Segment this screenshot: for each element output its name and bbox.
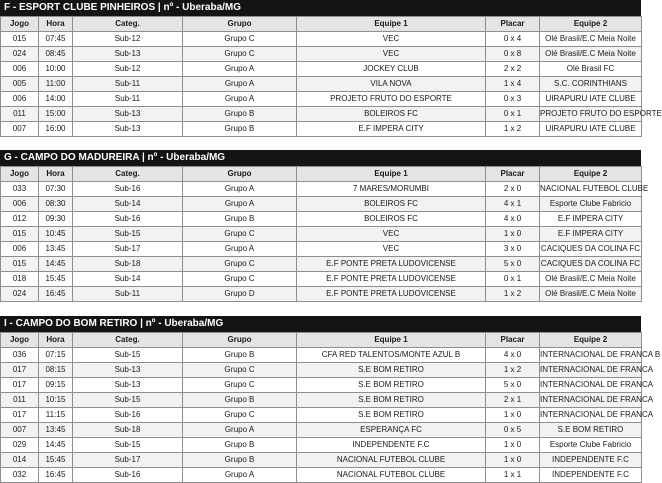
cell-equipe1: JOCKEY CLUB (297, 62, 486, 77)
col-header-jogo: Jogo (1, 333, 39, 348)
col-header-equipe2: Equipe 2 (540, 17, 642, 32)
table-row (1, 348, 642, 363)
cell-equipe1: BOLEIROS FC (297, 107, 486, 122)
cell-equipe1: VEC (297, 227, 486, 242)
cell-equipe1: 7 MARES/MORUMBI (297, 182, 486, 197)
cell-categ: Sub-15 (73, 438, 183, 453)
cell-equipe1: E.F PONTE PRETA LUDOVICENSE (297, 257, 486, 272)
cell-equipe2: Esporte Clube Fabricio (540, 438, 642, 453)
col-header-placar: Placar (486, 167, 540, 182)
cell-equipe1: S.E BOM RETIRO (297, 408, 486, 423)
cell-equipe2: NACIONAL FUTEBOL CLUBE (540, 182, 642, 197)
cell-equipe2: UIRAPURU IATE CLUBE (540, 122, 642, 137)
cell-categ: Sub-15 (73, 227, 183, 242)
table-row (1, 453, 642, 468)
cell-placar: 0 x 4 (486, 32, 540, 47)
cell-equipe2: E.F IMPERA CITY (540, 212, 642, 227)
cell-equipe2: INTERNACIONAL DE FRANCA (540, 393, 642, 408)
col-header-jogo: Jogo (1, 167, 39, 182)
section-title: G - CAMPO DO MADUREIRA | nº - Uberaba/MG (0, 150, 641, 166)
cell-hora: 07:30 (39, 182, 73, 197)
cell-grupo: Grupo C (183, 47, 297, 62)
cell-categ: Sub-11 (73, 287, 183, 302)
cell-equipe2: INTERNACIONAL DE FRANCA (540, 378, 642, 393)
col-header-placar: Placar (486, 333, 540, 348)
cell-hora: 11:00 (39, 77, 73, 92)
cell-jogo: 014 (1, 453, 39, 468)
cell-hora: 11:15 (39, 408, 73, 423)
cell-equipe1: S.E BOM RETIRO (297, 363, 486, 378)
cell-categ: Sub-17 (73, 453, 183, 468)
schedule-table (0, 166, 649, 302)
table-row (1, 408, 642, 423)
table-row (1, 122, 642, 137)
cell-categ: Sub-13 (73, 378, 183, 393)
cell-placar: 1 x 1 (486, 468, 540, 483)
cell-hora: 08:45 (39, 47, 73, 62)
cell-hora: 07:45 (39, 32, 73, 47)
cell-placar: 4 x 0 (486, 212, 540, 227)
section-g (0, 150, 649, 302)
cell-equipe2: INTERNACIONAL DE FRANCA (540, 408, 642, 423)
table-header-row (1, 333, 642, 348)
cell-categ: Sub-14 (73, 197, 183, 212)
cell-equipe2: Olé Brasil/E.C Meia Noite (540, 47, 642, 62)
table-row (1, 92, 642, 107)
cell-placar: 0 x 1 (486, 107, 540, 122)
cell-hora: 10:45 (39, 227, 73, 242)
cell-grupo: Grupo A (183, 182, 297, 197)
cell-equipe1: NACIONAL FUTEBOL CLUBE (297, 453, 486, 468)
col-header-equipe2: Equipe 2 (540, 333, 642, 348)
table-row (1, 257, 642, 272)
cell-placar: 1 x 2 (486, 122, 540, 137)
cell-placar: 0 x 3 (486, 92, 540, 107)
cell-grupo: Grupo A (183, 423, 297, 438)
col-header-grupo: Grupo (183, 333, 297, 348)
cell-equipe2: CACIQUES DA COLINA FC (540, 257, 642, 272)
cell-grupo: Grupo B (183, 393, 297, 408)
cell-grupo: Grupo C (183, 408, 297, 423)
cell-placar: 1 x 2 (486, 287, 540, 302)
cell-jogo: 017 (1, 378, 39, 393)
cell-grupo: Grupo C (183, 378, 297, 393)
cell-grupo: Grupo C (183, 257, 297, 272)
table-row (1, 62, 642, 77)
cell-grupo: Grupo A (183, 468, 297, 483)
cell-jogo: 007 (1, 423, 39, 438)
table-header-row (1, 17, 642, 32)
cell-equipe1: CFA RED TALENTOS/MONTE AZUL B (297, 348, 486, 363)
col-header-hora: Hora (39, 333, 73, 348)
table-row (1, 287, 642, 302)
cell-placar: 1 x 0 (486, 453, 540, 468)
cell-grupo: Grupo C (183, 363, 297, 378)
schedule-table (0, 332, 661, 483)
cell-equipe1: E.F PONTE PRETA LUDOVICENSE (297, 287, 486, 302)
cell-equipe2: Olé Brasil FC (540, 62, 642, 77)
cell-hora: 16:45 (39, 287, 73, 302)
cell-placar: 1 x 0 (486, 227, 540, 242)
cell-hora: 16:00 (39, 122, 73, 137)
cell-placar: 5 x 0 (486, 378, 540, 393)
col-header-categ: Categ. (73, 167, 183, 182)
section-f (0, 0, 662, 137)
table-row (1, 227, 642, 242)
cell-categ: Sub-16 (73, 212, 183, 227)
cell-grupo: Grupo C (183, 272, 297, 287)
cell-equipe2: Olé Brasil/E.C Meia Noite (540, 287, 642, 302)
table-row (1, 107, 642, 122)
cell-categ: Sub-13 (73, 363, 183, 378)
cell-hora: 15:45 (39, 453, 73, 468)
cell-grupo: Grupo A (183, 92, 297, 107)
cell-equipe1: BOLEIROS FC (297, 212, 486, 227)
cell-hora: 14:45 (39, 257, 73, 272)
table-row (1, 378, 642, 393)
cell-hora: 15:00 (39, 107, 73, 122)
cell-equipe2: E.F IMPERA CITY (540, 227, 642, 242)
cell-equipe2: INDEPENDENTE F.C (540, 453, 642, 468)
cell-categ: Sub-16 (73, 468, 183, 483)
cell-categ: Sub-15 (73, 393, 183, 408)
col-header-grupo: Grupo (183, 167, 297, 182)
cell-grupo: Grupo B (183, 348, 297, 363)
cell-placar: 4 x 1 (486, 197, 540, 212)
cell-jogo: 029 (1, 438, 39, 453)
cell-categ: Sub-13 (73, 47, 183, 62)
cell-categ: Sub-18 (73, 423, 183, 438)
cell-jogo: 015 (1, 257, 39, 272)
cell-jogo: 017 (1, 408, 39, 423)
cell-equipe1: VEC (297, 47, 486, 62)
cell-jogo: 006 (1, 242, 39, 257)
cell-jogo: 006 (1, 197, 39, 212)
cell-categ: Sub-16 (73, 182, 183, 197)
col-header-equipe1: Equipe 1 (297, 167, 486, 182)
cell-grupo: Grupo B (183, 107, 297, 122)
cell-placar: 1 x 2 (486, 363, 540, 378)
cell-equipe1: BOLEIROS FC (297, 197, 486, 212)
table-body (1, 182, 649, 302)
cell-equipe1: ESPERANÇA FC (297, 423, 486, 438)
cell-categ: Sub-17 (73, 242, 183, 257)
cell-placar: 4 x 0 (486, 348, 540, 363)
cell-equipe1: S.E BOM RETIRO (297, 393, 486, 408)
cell-equipe1: S.E BOM RETIRO (297, 378, 486, 393)
table-row (1, 212, 642, 227)
cell-grupo: Grupo A (183, 77, 297, 92)
cell-categ: Sub-18 (73, 257, 183, 272)
cell-categ: Sub-12 (73, 62, 183, 77)
cell-equipe2: INDEPENDENTE F.C (540, 468, 642, 483)
cell-equipe1: VEC (297, 32, 486, 47)
table-row (1, 197, 642, 212)
table-row (1, 47, 642, 62)
table-row (1, 182, 642, 197)
cell-grupo: Grupo C (183, 32, 297, 47)
cell-jogo: 015 (1, 32, 39, 47)
cell-placar: 1 x 0 (486, 438, 540, 453)
cell-placar: 5 x 0 (486, 257, 540, 272)
cell-jogo: 006 (1, 92, 39, 107)
cell-categ: Sub-13 (73, 122, 183, 137)
cell-placar: 3 x 0 (486, 242, 540, 257)
schedule-table (0, 16, 662, 137)
cell-hora: 08:30 (39, 197, 73, 212)
cell-hora: 09:15 (39, 378, 73, 393)
cell-grupo: Grupo A (183, 62, 297, 77)
cell-equipe1: VEC (297, 242, 486, 257)
cell-categ: Sub-13 (73, 107, 183, 122)
cell-placar: 2 x 0 (486, 182, 540, 197)
table-row (1, 77, 642, 92)
cell-jogo: 036 (1, 348, 39, 363)
cell-jogo: 018 (1, 272, 39, 287)
cell-hora: 13:45 (39, 423, 73, 438)
col-header-equipe1: Equipe 1 (297, 17, 486, 32)
cell-equipe2: INTERNACIONAL DE FRANCA B (540, 348, 642, 363)
cell-equipe2: INTERNACIONAL DE FRANCA (540, 363, 642, 378)
cell-jogo: 007 (1, 122, 39, 137)
section-title: F - ESPORT CLUBE PINHEIROS | nº - Uberaba/MG (0, 0, 641, 16)
cell-jogo: 024 (1, 47, 39, 62)
table-body (1, 348, 661, 483)
cell-hora: 15:45 (39, 272, 73, 287)
cell-hora: 10:00 (39, 62, 73, 77)
table-row (1, 272, 642, 287)
col-header-hora: Hora (39, 17, 73, 32)
table-row (1, 363, 642, 378)
cell-hora: 14:00 (39, 92, 73, 107)
cell-grupo: Grupo A (183, 197, 297, 212)
cell-categ: Sub-15 (73, 348, 183, 363)
col-header-jogo: Jogo (1, 17, 39, 32)
section-title: I - CAMPO DO BOM RETIRO | nº - Uberaba/MG (0, 316, 641, 332)
cell-jogo: 011 (1, 393, 39, 408)
cell-equipe2: S.E BOM RETIRO (540, 423, 642, 438)
table-row (1, 468, 642, 483)
col-header-categ: Categ. (73, 333, 183, 348)
cell-jogo: 017 (1, 363, 39, 378)
cell-equipe2: Olé Brasil/E.C Meia Noite (540, 272, 642, 287)
cell-equipe2: S.C. CORINTHIANS (540, 77, 642, 92)
cell-categ: Sub-16 (73, 408, 183, 423)
cell-equipe1: E.F IMPERA CITY (297, 122, 486, 137)
cell-hora: 09:30 (39, 212, 73, 227)
cell-equipe2: CACIQUES DA COLINA FC (540, 242, 642, 257)
cell-jogo: 012 (1, 212, 39, 227)
table-row (1, 438, 642, 453)
cell-categ: Sub-14 (73, 272, 183, 287)
table-body (1, 32, 662, 137)
cell-jogo: 006 (1, 62, 39, 77)
cell-grupo: Grupo B (183, 212, 297, 227)
cell-jogo: 011 (1, 107, 39, 122)
cell-hora: 10:15 (39, 393, 73, 408)
section-i (0, 316, 661, 483)
cell-jogo: 033 (1, 182, 39, 197)
cell-grupo: Grupo D (183, 287, 297, 302)
col-header-equipe1: Equipe 1 (297, 333, 486, 348)
cell-equipe2: Olé Brasil/E.C Meia Noite (540, 32, 642, 47)
table-row (1, 423, 642, 438)
cell-equipe2: Esporte Clube Fabricio (540, 197, 642, 212)
cell-equipe2: PROJETO FRUTO DO ESPORTE (540, 107, 642, 122)
cell-hora: 07:15 (39, 348, 73, 363)
cell-jogo: 015 (1, 227, 39, 242)
cell-jogo: 032 (1, 468, 39, 483)
col-header-categ: Categ. (73, 17, 183, 32)
table-row (1, 393, 642, 408)
cell-placar: 0 x 1 (486, 272, 540, 287)
cell-categ: Sub-11 (73, 92, 183, 107)
col-header-hora: Hora (39, 167, 73, 182)
cell-jogo: 005 (1, 77, 39, 92)
cell-categ: Sub-11 (73, 77, 183, 92)
cell-hora: 13:45 (39, 242, 73, 257)
cell-equipe1: PROJETO FRUTO DO ESPORTE (297, 92, 486, 107)
table-row (1, 242, 642, 257)
cell-grupo: Grupo B (183, 453, 297, 468)
cell-equipe1: E.F PONTE PRETA LUDOVICENSE (297, 272, 486, 287)
cell-equipe1: NACIONAL FUTEBOL CLUBE (297, 468, 486, 483)
cell-hora: 14:45 (39, 438, 73, 453)
cell-equipe1: INDEPENDENTE F.C (297, 438, 486, 453)
cell-grupo: Grupo A (183, 242, 297, 257)
cell-grupo: Grupo B (183, 438, 297, 453)
table-row (1, 32, 642, 47)
cell-hora: 08:15 (39, 363, 73, 378)
cell-placar: 2 x 2 (486, 62, 540, 77)
cell-equipe2: UIRAPURU IATE CLUBE (540, 92, 642, 107)
cell-placar: 1 x 0 (486, 408, 540, 423)
cell-equipe1: VILA NOVA (297, 77, 486, 92)
cell-categ: Sub-12 (73, 32, 183, 47)
cell-grupo: Grupo C (183, 227, 297, 242)
col-header-placar: Placar (486, 17, 540, 32)
cell-hora: 16:45 (39, 468, 73, 483)
table-header-row (1, 167, 642, 182)
cell-jogo: 024 (1, 287, 39, 302)
cell-placar: 0 x 5 (486, 423, 540, 438)
col-header-grupo: Grupo (183, 17, 297, 32)
col-header-equipe2: Equipe 2 (540, 167, 642, 182)
cell-placar: 2 x 1 (486, 393, 540, 408)
cell-grupo: Grupo B (183, 122, 297, 137)
cell-placar: 0 x 8 (486, 47, 540, 62)
cell-placar: 1 x 4 (486, 77, 540, 92)
